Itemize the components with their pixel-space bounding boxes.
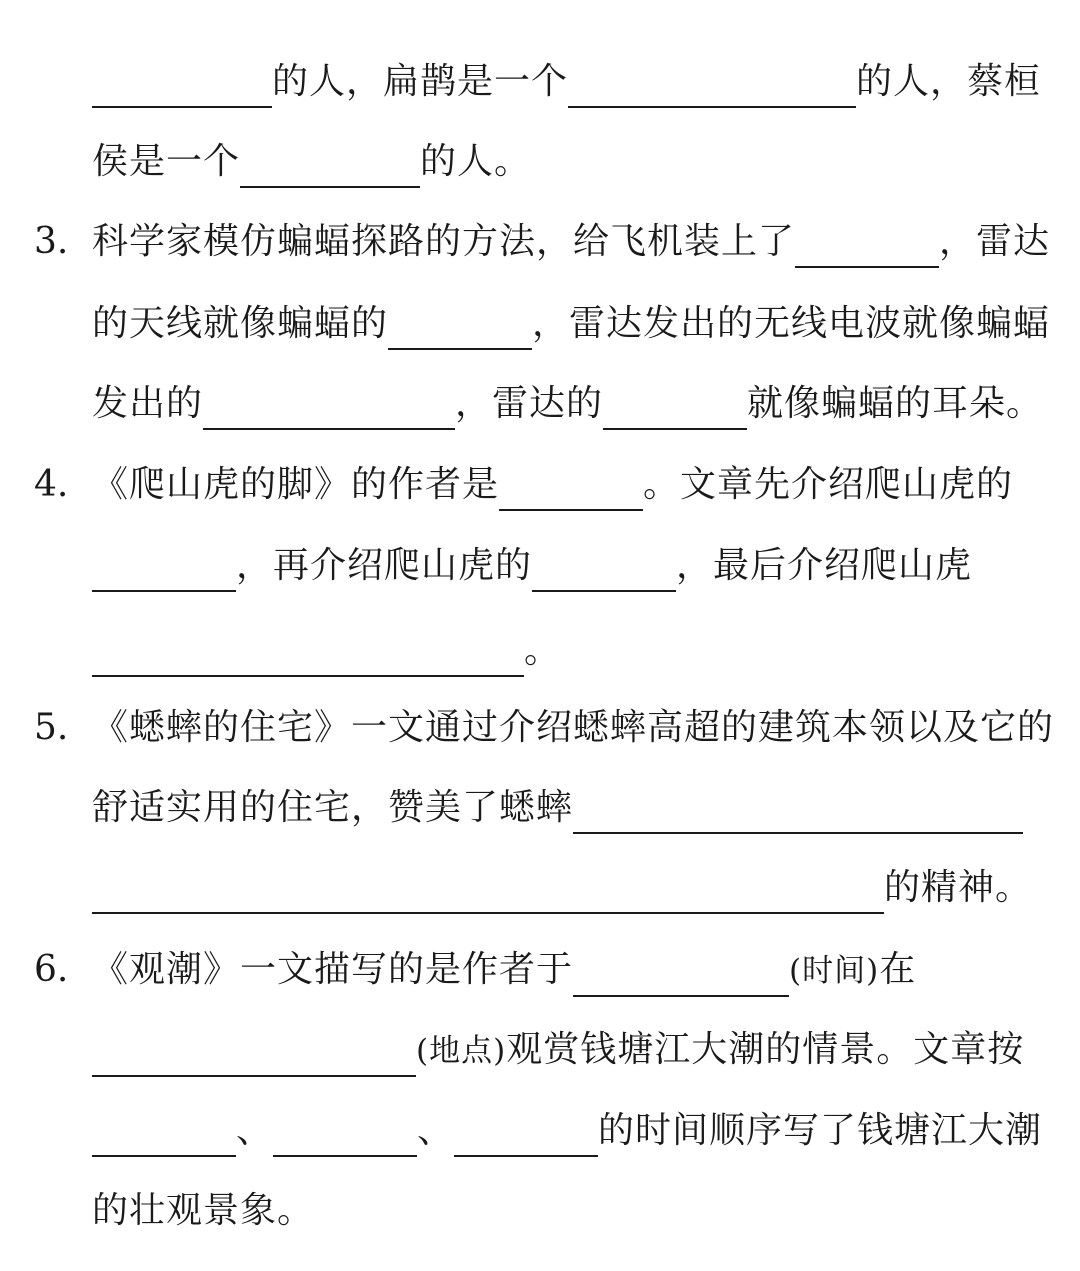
q4-line-1 <box>92 455 1013 515</box>
q6-text-4: 的壮观景象。 <box>92 1190 315 1231</box>
question-number-3: 3. <box>34 221 69 262</box>
answer-blank[interactable] <box>532 544 676 592</box>
q6-text-2b: 观赏钱塘江大潮的情景。文章按 <box>506 1029 1025 1070</box>
question-number-4: 4. <box>34 464 69 505</box>
answer-blank[interactable] <box>603 382 747 430</box>
q2-text-2b: 的人。 <box>420 141 532 182</box>
q4-text-1b: 。文章先介绍爬山虎的 <box>643 464 1014 505</box>
q4-text-3a: 。 <box>524 630 562 671</box>
q4-text-1a: 《爬山虎的脚》的作者是 <box>92 464 500 505</box>
q5-text-3a: 的精神。 <box>884 867 1033 908</box>
q6-text-1c: 在 <box>879 949 917 990</box>
q6-line-3 <box>92 1101 1042 1161</box>
q5-text-2a: 舒适实用的住宅，赞美了蟋蟀 <box>92 787 574 828</box>
q6-line-1 <box>92 940 916 1000</box>
q3-line-3 <box>92 374 1043 434</box>
question-number-5: 5. <box>34 707 69 748</box>
answer-blank[interactable] <box>273 1109 417 1157</box>
answer-blank[interactable] <box>92 629 524 677</box>
q3-text-1a: 科学家模仿蝙蝠探路的方法，给飞机装上了 <box>92 221 796 262</box>
q6-hint-time: (时间) <box>789 953 880 989</box>
q3-text-3b: ，雷达的 <box>455 383 604 424</box>
q3-text-3a: 发出的 <box>92 383 204 424</box>
q5-text-1: 《蟋蟀的住宅》一文通过介绍蟋蟀高超的建筑本领以及它的 <box>92 707 1055 748</box>
q5-line-2 <box>92 778 1023 838</box>
q6-text-3b: 、 <box>417 1110 455 1151</box>
answer-blank[interactable] <box>92 1029 416 1077</box>
q4-line-3 <box>92 621 561 681</box>
answer-blank[interactable] <box>568 60 856 108</box>
answer-blank[interactable] <box>92 544 236 592</box>
answer-blank[interactable] <box>573 786 1023 834</box>
q2-text-1a: 的人，扁鹊是一个 <box>272 61 569 102</box>
q2-text-1b: 的人，蔡桓 <box>856 61 1042 102</box>
answer-blank[interactable] <box>499 463 643 511</box>
q6-text-1a: 《观潮》一文描写的是作者于 <box>92 949 574 990</box>
answer-blank[interactable] <box>240 140 420 188</box>
question-number-6: 6. <box>34 949 69 990</box>
q3-line-1 <box>92 212 1050 272</box>
answer-blank[interactable] <box>92 60 272 108</box>
q2-text-2a: 侯是一个 <box>92 141 241 182</box>
q4-line-2 <box>92 536 972 596</box>
answer-blank[interactable] <box>388 302 532 350</box>
answer-blank[interactable] <box>573 949 789 997</box>
answer-blank[interactable] <box>203 382 455 430</box>
q5-line-3 <box>92 858 1032 918</box>
q3-text-1b: ，雷达 <box>939 221 1051 262</box>
q5-line-1 <box>92 698 1054 758</box>
answer-blank[interactable] <box>92 1109 236 1157</box>
q6-hint-place: (地点) <box>416 1033 507 1069</box>
q2-line-1 <box>92 52 1041 112</box>
q6-text-3c: 的时间顺序写了钱塘江大潮 <box>598 1110 1043 1151</box>
q3-line-2 <box>92 294 1050 354</box>
answer-blank[interactable] <box>454 1109 598 1157</box>
q3-text-2b: ，雷达发出的无线电波就像蝙蝠 <box>532 303 1051 344</box>
q3-text-3c: 就像蝙蝠的耳朵。 <box>747 383 1044 424</box>
q2-line-2 <box>92 132 531 192</box>
q3-text-2a: 的天线就像蝙蝠的 <box>92 303 389 344</box>
q4-text-2a: ，再介绍爬山虎的 <box>236 545 533 586</box>
q6-text-3a: 、 <box>236 1110 274 1151</box>
answer-blank[interactable] <box>795 220 939 268</box>
answer-blank[interactable] <box>92 866 884 914</box>
q4-text-2b: ，最后介绍爬山虎 <box>676 545 973 586</box>
q6-line-4 <box>92 1181 314 1241</box>
q6-line-2 <box>92 1020 1024 1080</box>
